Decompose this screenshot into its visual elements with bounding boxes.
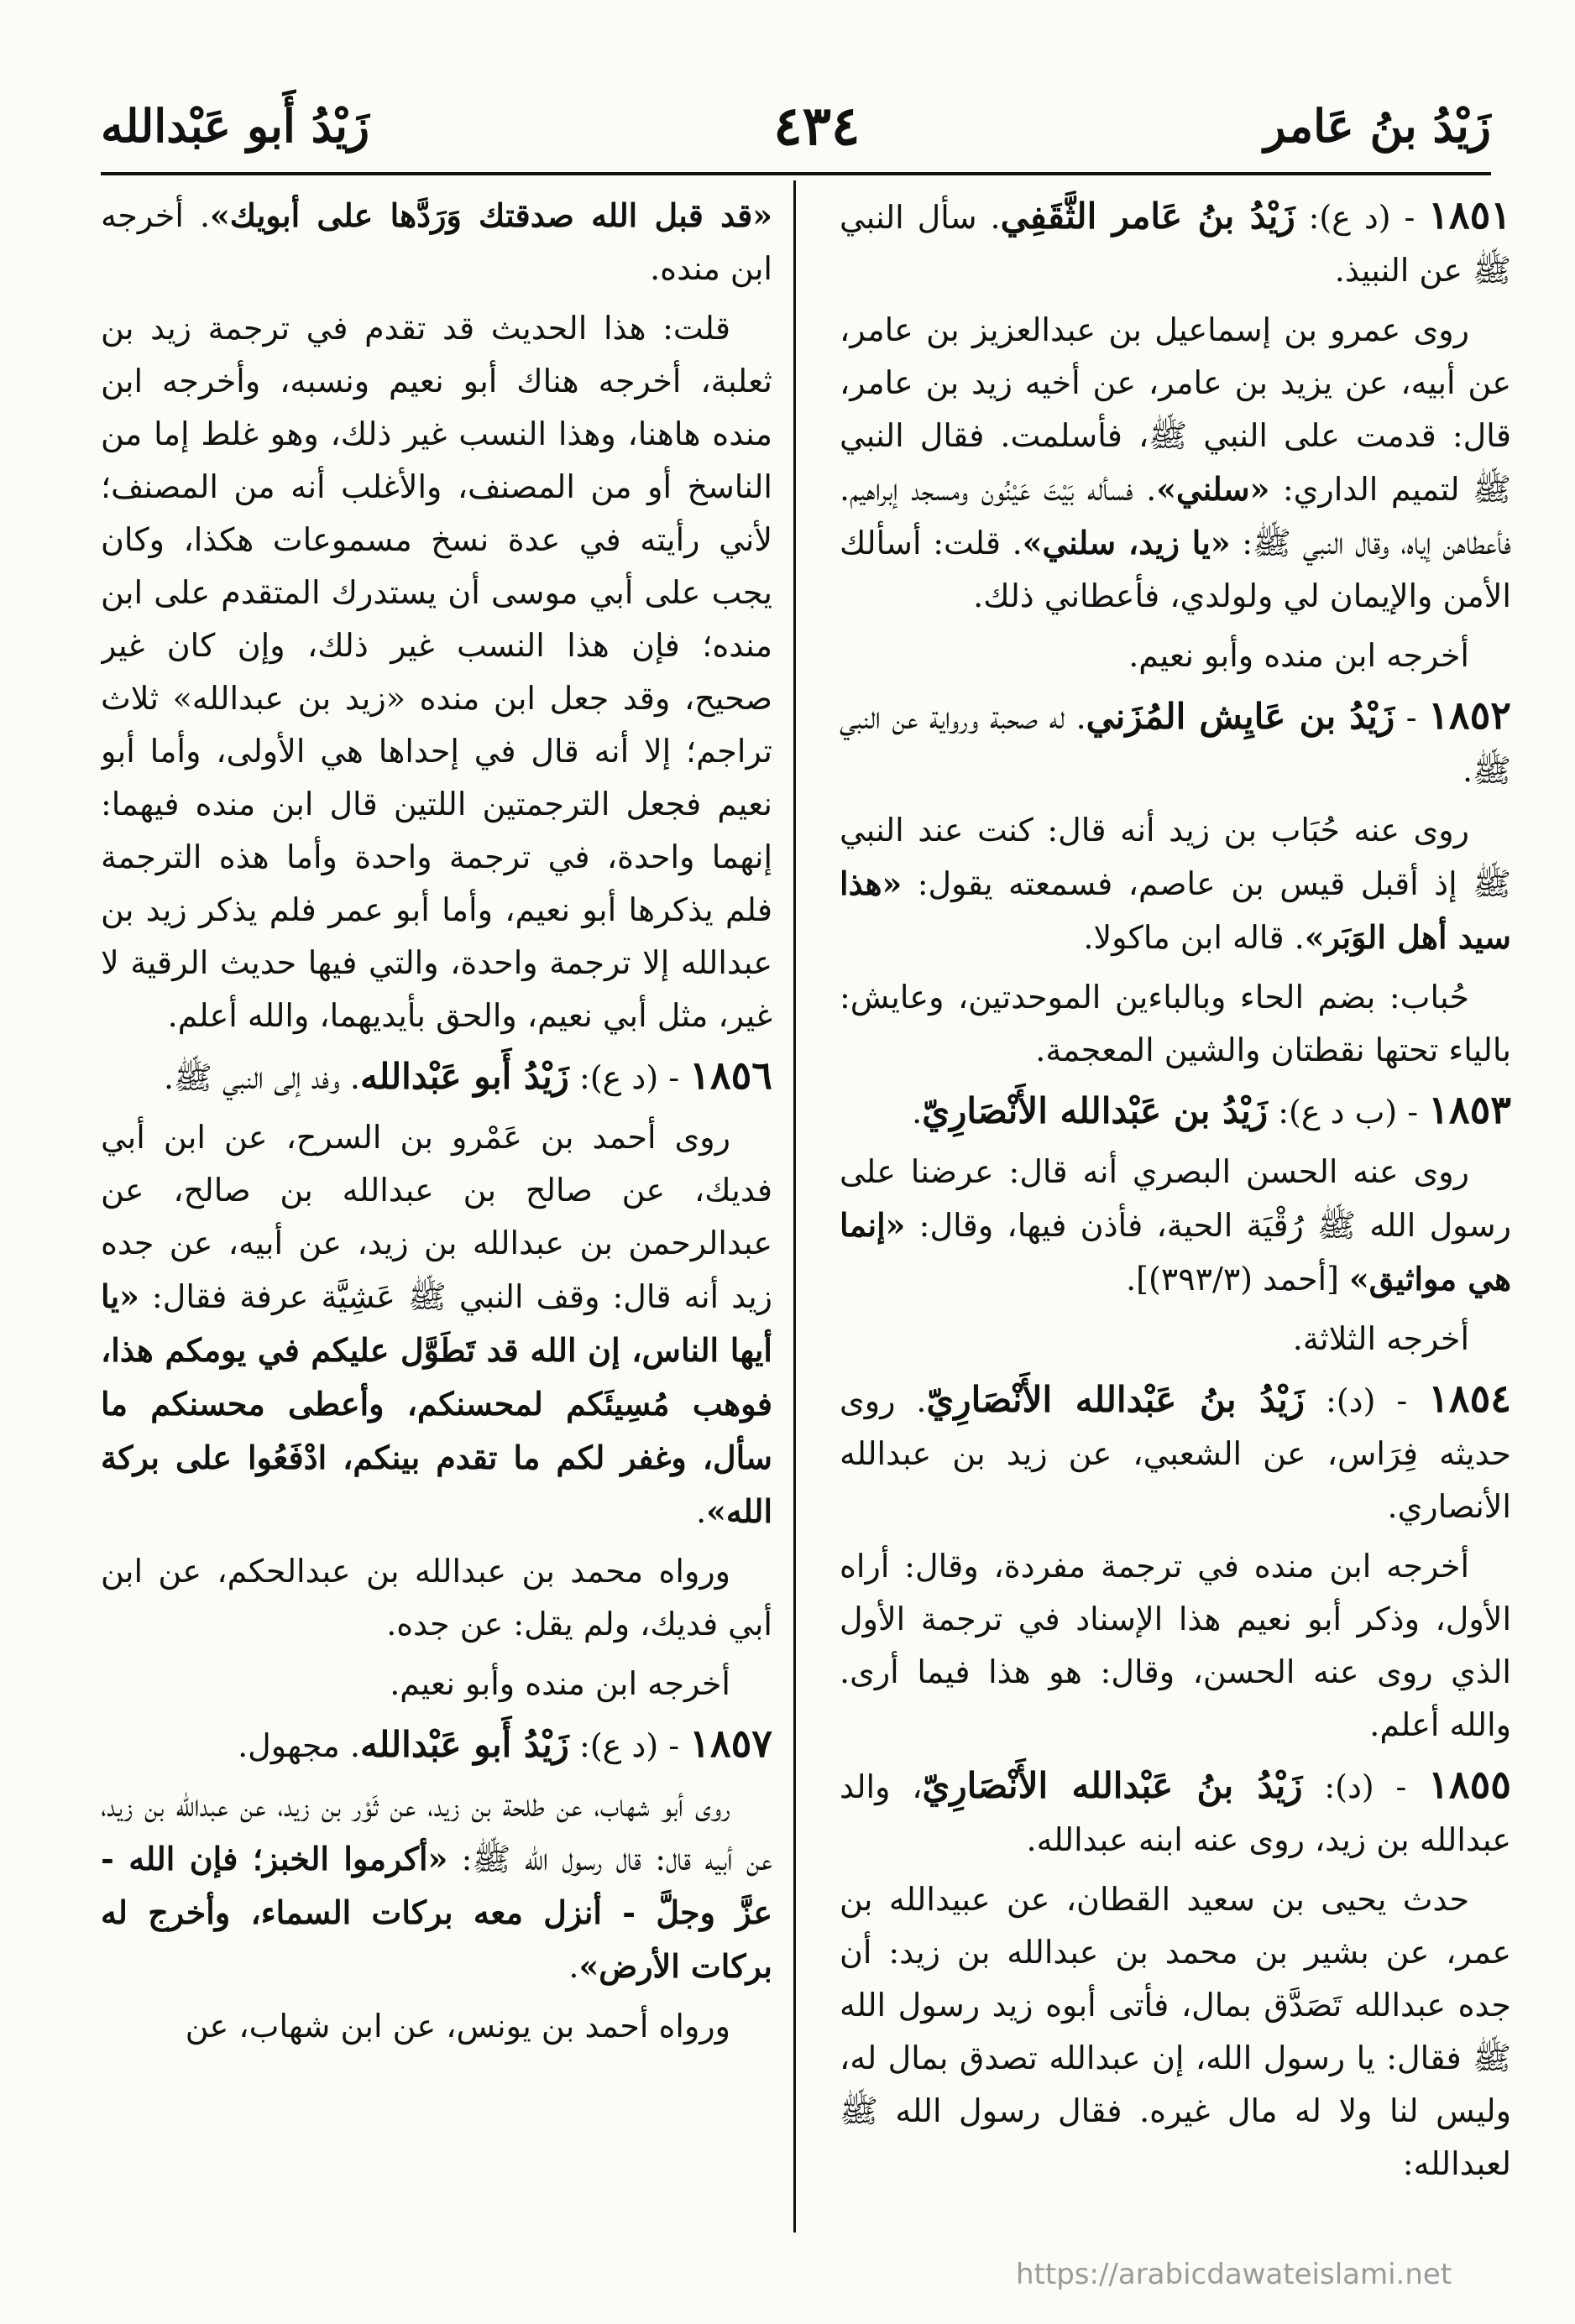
entry-text: . مجهول. <box>238 1727 360 1764</box>
text: . <box>568 1948 579 1985</box>
paragraph <box>840 804 1511 964</box>
entry-code: - (ب د ع): <box>1268 1094 1429 1131</box>
entry-text: . سأل النبي ﷺ عن النبيذ. <box>840 199 1511 289</box>
watermark-url: https://arabicdawateislami.net <box>1016 2258 1452 2291</box>
entry-text: . روى حديثه فِرَاس، عن الشعبي، عن زيد بن عبدالله الأنصاري. <box>840 1382 1511 1525</box>
text: . <box>696 1493 707 1530</box>
entry-code: - (د): <box>1305 1382 1429 1419</box>
citation: [أحمد (٣٩٣/٣)]. <box>1126 1261 1350 1298</box>
entry-number: ١٨٥٧ <box>689 1721 772 1766</box>
entry-1856 <box>101 1049 772 1105</box>
entry-number: ١٨٥٣ <box>1428 1087 1511 1132</box>
paragraph: أخرجه ابن منده في ترجمة مفردة، وقال: أراه الأول، وذكر أبو نعيم هذا الإسناد في ترجمة الأول الذي روى عنه الحسن، وقال: هو هذا فيما أرى. والله أعلم. <box>840 1548 1511 1743</box>
entry-1853 <box>840 1084 1511 1139</box>
hadith-quote: «إنما هي مواثيق» <box>840 1206 1511 1298</box>
paragraph: أخرجه ابن منده وأبو نعيم. <box>1128 637 1469 674</box>
text: روى عمرو بن إسماعيل بن عبدالعزيز بن عامر، عن أبيه، عن يزيد بن عامر، عن أخيه زيد بن عامر، قال: قدمت على النبي ﷺ، فأسلمت. فقال النبي ﷺ لتميم الداري: <box>840 311 1511 508</box>
entry-1855 <box>840 1758 1511 1867</box>
entry-code: - (د ع): <box>568 1727 690 1764</box>
entry-name: زَيْدُ بن عَبْدالله الأَنْصَارِيّ <box>922 1090 1269 1131</box>
paragraph: ورواه أحمد بن يونس، عن ابن شهاب، عن <box>185 2008 730 2045</box>
entry-name: زَيْدُ أَبو عَبْدالله <box>359 1056 569 1097</box>
entry-1854 <box>840 1372 1511 1533</box>
entry-name: زَيْدُ بنُ عَبْدالله الأَنْصَارِيّ <box>926 1379 1306 1420</box>
running-header <box>101 80 1491 172</box>
entry-1851 <box>840 189 1511 297</box>
text: روى أحمد بن عَمْرو بن السرح، عن ابن أبي فديك، عن صالح بن عبدالله بن صالح، عن عبدالرحمن بن عبدالله بن زيد، عن أبيه، عن جده زيد أنه قال: وقف النبي ﷺ عَشِيَّة عرفة فقال: <box>101 1119 772 1315</box>
text: . قلت: أسألك الأمن والإيمان لي ولولدي، فأعطاني ذلك. <box>840 525 1511 614</box>
hadith-quote: «يا أيها الناس، إن الله قد تَطَوَّل عليكم في يومكم هذا، فوهب مُسِيئَكم لمحسنكم، وأعطى محسنكم ما سأل، وغفر لكم ما تقدم بينكم، ادْفَعُوا على بركة الله» <box>101 1277 772 1530</box>
entry-1852 <box>840 689 1511 797</box>
text: . أخرجه ابن منده. <box>101 197 772 287</box>
header-divider <box>101 172 1491 175</box>
entry-text: . وفد إلى النبي ﷺ. <box>163 1059 360 1096</box>
left-column <box>101 189 772 2237</box>
entry-number: ١٨٥٥ <box>1428 1762 1511 1807</box>
entry-number: ١٨٥٦ <box>689 1052 772 1098</box>
text: روى عنه الحسن البصري أنه قال: عرضنا على رسول الله ﷺ رُقْيَة الحية، فأذن فيها، وقال: <box>840 1153 1511 1244</box>
entry-name: زَيْدُ بنُ عَامر الثَّقَفِي <box>1000 196 1295 237</box>
column-divider <box>793 180 796 2233</box>
entry-name: زَيْدُ بنُ عَبْدالله الأَنْصَارِيّ <box>922 1765 1303 1806</box>
entry-code: - (د ع): <box>1295 199 1429 236</box>
page-number: ٤٣٤ <box>773 94 861 158</box>
entry-text: . له صحبة ورواية عن النبي ﷺ. <box>840 699 1511 789</box>
paragraph <box>840 304 1511 623</box>
text: . قاله ابن ماكولا. <box>1083 919 1305 956</box>
entry-number: ١٨٥٢ <box>1428 692 1511 738</box>
entry-code: - (د): <box>1302 1768 1429 1805</box>
header-right-title: زَيْدُ بنُ عَامر <box>1264 99 1491 153</box>
entry-name: زَيْدُ بن عَايِش المُزَني <box>1086 696 1395 737</box>
entry-number: ١٨٥٤ <box>1428 1376 1511 1421</box>
paragraph: أخرجه ابن منده وأبو نعيم. <box>390 1665 730 1702</box>
text: روى عنه حُبَاب بن زيد أنه قال: كنت عند النبي ﷺ إذ أقبل قيس بن عاصم، فسمعته يقول: <box>840 812 1511 902</box>
entry-1857 <box>101 1717 772 1773</box>
paragraph: حُباب: بضم الحاء وبالباءين الموحدتين، وعايش: بالياء تحتها نقطتان والشين المعجمة. <box>840 979 1511 1068</box>
paragraph <box>840 1146 1511 1306</box>
paragraph: قلت: هذا الحديث قد تقدم في ترجمة زيد بن ثعلبة، أخرجه هناك أبو نعيم ونسبه، وأخرجه ابن منده هاهنا، وهذا النسب غير ذلك، وهو غلط إما من الناسخ أو من المصنف، والأغلب أنه من المصنف؛ لأني رأيته في عدة نسخ مسموعات هكذا، وكان يجب على أبي موسى أن يستدرك المتقدم على ابن منده؛ فإن هذا النسب غير ذلك، وإن كان غير صحيح، وقد جعل ابن منده «زيد بن عبدالله» ثلاث تراجم؛ إلا أنه قال في إحداها هي الأولى، وأما أبو نعيم فجعل الترجمتين اللتين قال ابن منده فيهما: إنهما واحدة، في ترجمة واحدة وأما هذه الترجمة فلم يذكرها أبو نعيم، وأما أبو عمر فلم يذكر زيد بن عبدالله إلا ترجمة واحدة، والتي فيها حديث الرقية لا غير، مثل أبي نعيم، والحق بأيديهما، والله أعلم. <box>101 310 772 1034</box>
header-left-title: زَيْدُ أَبو عَبْدالله <box>101 99 370 153</box>
hadith-quote: «هذا سيد أهل الوَبَر» <box>840 864 1511 956</box>
paragraph <box>101 1779 772 1993</box>
paragraph <box>101 1111 772 1538</box>
text: . فسأله بَيْتَ عَيْنُون ومسجد إبراهيم. فأعطاهن إياه، وقال النبي ﷺ: <box>840 471 1511 561</box>
entry-text: . <box>912 1094 923 1131</box>
entry-name: زَيْدُ أَبو عَبْدالله <box>359 1724 569 1765</box>
hadith-quote: «أكرموا الخبز؛ فإن الله - عزَّ وجلَّ - أنزل معه بركات السماء، وأخرج له بركات الأرض» <box>101 1840 772 1985</box>
paragraph <box>101 189 772 295</box>
entry-number: ١٨٥١ <box>1428 192 1511 238</box>
entry-code: - <box>1394 699 1429 736</box>
hadith-quote: «سلني» <box>1156 470 1270 508</box>
hadith-quote: «قد قبل الله صدقتك وَرَدَّها على أبويك» <box>210 196 772 234</box>
entry-text: ، والد عبدالله بن زيد، روى عنه ابنه عبدالله. <box>840 1768 1511 1858</box>
entry-code: - (د ع): <box>568 1059 690 1096</box>
paragraph: أخرجه الثلاثة. <box>1292 1320 1469 1357</box>
paragraph: ورواه محمد بن عبدالله بن عبدالحكم، عن ابن أبي فديك، ولم يقل: عن جده. <box>101 1553 772 1642</box>
right-column <box>840 189 1511 2237</box>
text: روى أبو شهاب، عن طلحة بن زيد، عن ثَوْر بن زيد، عن عبدالله بن زيد، عن أبيه قال: قال رسول الله ﷺ: <box>101 1787 772 1877</box>
paragraph: حدث يحيى بن سعيد القطان، عن عبيدالله بن عمر، عن بشير بن محمد بن عبدالله بن زيد: أن جده عبدالله تَصَدَّق بمال، فأتى أبوه زيد رسول الله ﷺ فقال: يا رسول الله، إن عبدالله تصدق بمال له، وليس لنا ولا له مال غيره. فقال رسول الله ﷺ لعبدالله: <box>840 1881 1511 2182</box>
hadith-quote: «يا زيد، سلني» <box>1022 524 1231 561</box>
